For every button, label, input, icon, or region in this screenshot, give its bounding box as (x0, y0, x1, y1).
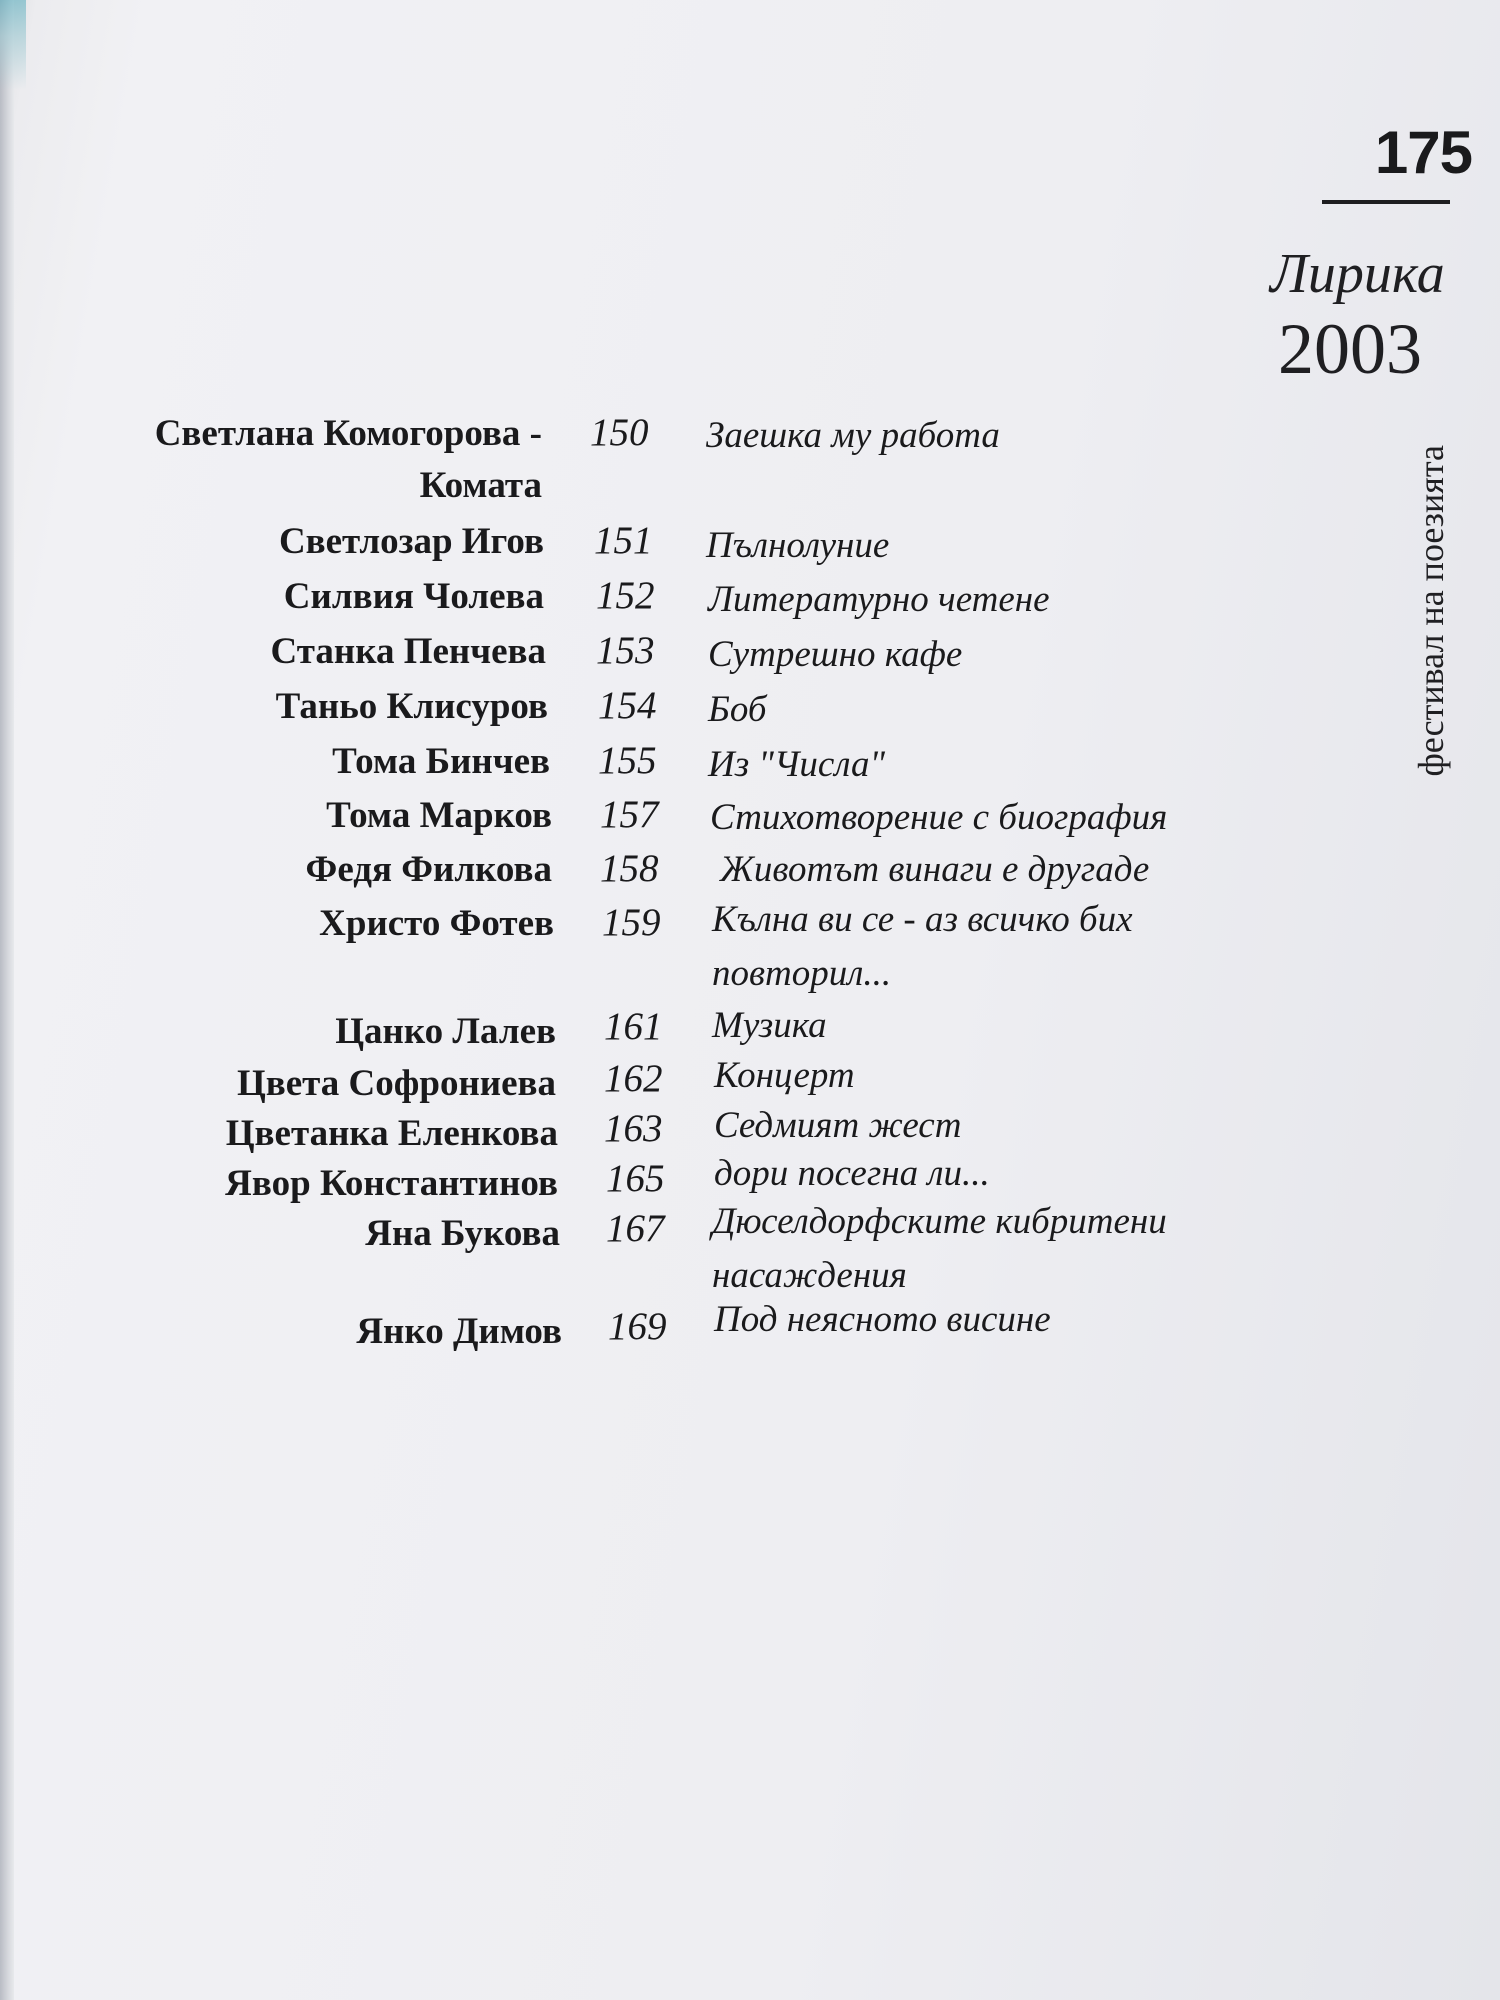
toc-author-continuation: Комата (419, 465, 542, 506)
toc-title: Музика (712, 1005, 827, 1046)
toc-author: Тома Марков (326, 795, 552, 836)
toc-title: Седмият жест (714, 1105, 962, 1146)
toc-author: Тома Бинчев (332, 741, 550, 782)
toc-title: Животът винаги е другаде (720, 849, 1150, 890)
toc-author: Явор Константинов (225, 1163, 558, 1204)
toc-author: Цанко Лалев (335, 1011, 556, 1052)
toc-title: Кълна ви се - аз всичко бих (712, 899, 1133, 940)
toc-author: Христо Фотев (319, 903, 554, 944)
toc-title: Пълнолуние (706, 525, 890, 566)
page-number: 175 (1374, 119, 1472, 186)
toc-author: Светлозар Игов (278, 521, 544, 562)
toc-title: Заешка му работа (706, 415, 1000, 456)
toc-page-number: 158 (600, 847, 659, 890)
toc-author: Цветанка Еленкова (225, 1113, 558, 1154)
toc-author: Федя Филкова (305, 849, 552, 890)
toc-title: дори посегна ли... (714, 1153, 990, 1194)
toc-author: Цвета Софрониева (237, 1063, 556, 1104)
page-number-rule (1322, 200, 1450, 204)
toc-page-number: 167 (606, 1207, 665, 1250)
masthead-title: Лирика (1270, 243, 1445, 305)
toc-page-number: 155 (598, 739, 657, 782)
toc-author: Светлана Комогорова - (154, 413, 542, 454)
toc-page-number: 163 (604, 1107, 663, 1150)
toc-page-number: 165 (606, 1157, 665, 1200)
toc-page-number: 157 (600, 793, 659, 836)
toc-title: Сутрешно кафе (708, 634, 963, 675)
toc-title: Под неясното висине (714, 1299, 1051, 1340)
toc-title: Дюселдорфските кибритени (712, 1201, 1167, 1242)
toc-author: Силвия Чолева (283, 576, 544, 617)
toc-page-number: 152 (596, 574, 655, 617)
toc-title: Литературно четене (708, 579, 1050, 620)
toc-title: Боб (708, 689, 767, 730)
toc-title: Из "Числа" (708, 744, 885, 785)
toc-page-number: 159 (602, 901, 661, 944)
toc-author: Таньо Клисуров (275, 686, 548, 727)
toc-author: Станка Пенчева (270, 631, 546, 672)
toc-title-continuation: повторил... (712, 953, 892, 994)
side-running-title: фестивал на поезията (1411, 445, 1451, 777)
toc-author: Яна Букова (365, 1213, 560, 1254)
masthead-year: 2003 (1278, 309, 1422, 389)
toc-page-number: 154 (598, 684, 657, 727)
toc-title: Стихотворение с биография (710, 797, 1168, 838)
toc-page-number: 169 (608, 1305, 667, 1348)
toc-page-number: 162 (604, 1057, 663, 1100)
toc-page-number: 151 (594, 519, 653, 562)
toc-title: Концерт (714, 1055, 855, 1096)
toc-title-continuation: насаждения (712, 1255, 907, 1296)
toc-page-number: 153 (596, 629, 655, 672)
toc-page-number: 161 (604, 1005, 663, 1048)
toc-page-number: 150 (590, 411, 649, 454)
toc-author: Янко Димов (356, 1311, 562, 1352)
